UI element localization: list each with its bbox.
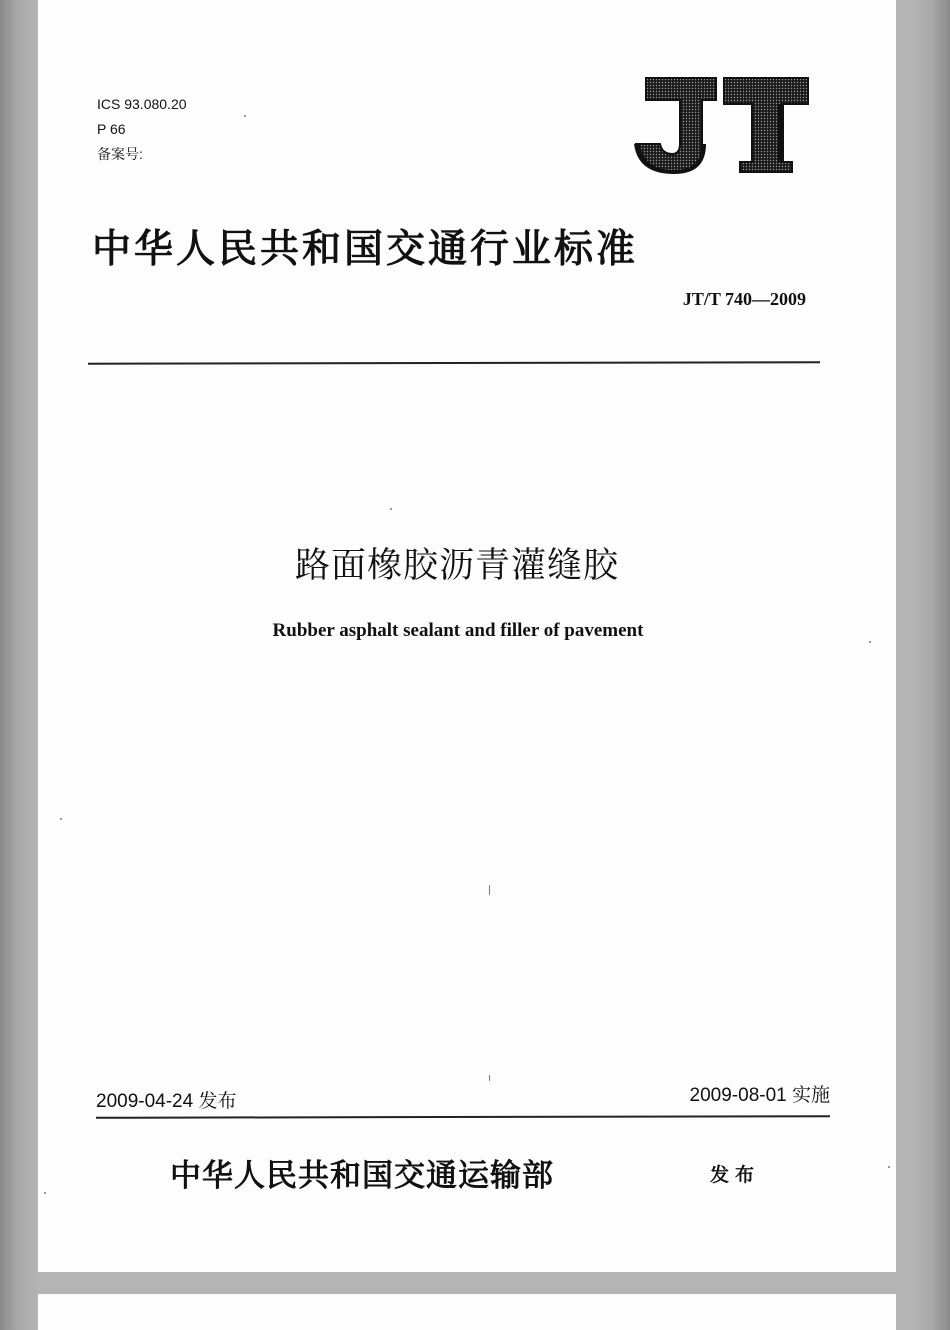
top-divider [88,361,820,365]
scan-speck [44,1192,46,1194]
standard-code: JT/T 740—2009 [682,289,806,309]
logo-text: JT [628,60,629,61]
standard-category-title: 中华人民共和国交通行业标准 [92,226,639,272]
next-page-edge [38,1294,896,1330]
issue-action: 发布 [710,1164,761,1186]
scan-speck [60,818,62,820]
standard-title-english: Rubber asphalt sealant and filler of pavement [272,620,644,641]
classification-code: P 66 [97,121,126,137]
scan-speck [888,1166,890,1168]
bottom-divider [96,1115,830,1119]
metadata-block [97,92,187,167]
jt-logo [628,60,818,180]
standard-title-chinese: 路面橡胶沥青灌缝胶 [294,546,619,586]
ics-code: ICS 93.080.20 [97,96,187,112]
scan-speck [390,508,392,510]
scan-speck [489,885,490,895]
issuing-authority: 中华人民共和国交通运输部 [170,1158,554,1194]
implementation-date: 2009-08-01 实施 [689,1085,830,1106]
issue-date: 2009-04-24 发布 [96,1091,237,1112]
scan-speck [869,641,871,643]
document-page [38,0,896,1272]
record-number-label: 备案号: [97,146,143,162]
scan-speck [489,1075,490,1081]
scan-speck [244,115,246,117]
